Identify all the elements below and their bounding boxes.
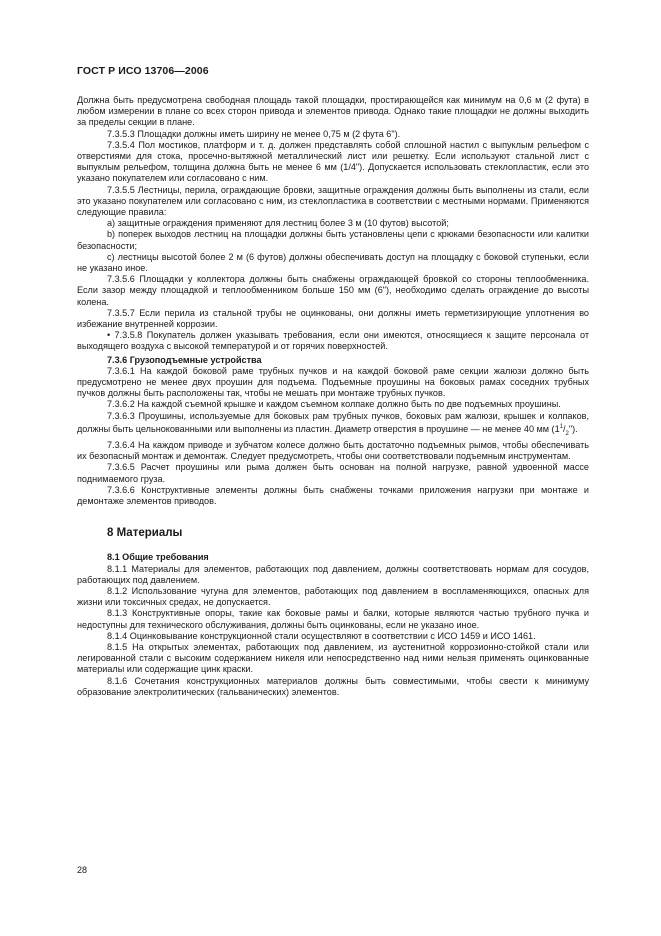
paragraph-7-3-5-7: 7.3.5.7 Если перила из стальной трубы не оцинкованы, они должны иметь герметизирующие уплотнения во избежание внутренней коррозии. xyxy=(77,307,589,330)
paragraph-7-3-5-4: 7.3.5.4 Пол мостиков, платформ и т. д. должен представлять собой сплошной настил с выпуклым рельефом с отверстиями для стока, просечно-вытяжной металлический лист или решетку. Если используют стальной лист с выпуклым рельефом, толщина должна быть не менее 6 мм (1/4"). Допускается использовать стеклопластик, если это указано покупателем или согласовано с ним. xyxy=(77,139,589,184)
paragraph-7-3-6-6: 7.3.6.6 Конструктивные элементы должны быть снабжены точками приложения нагрузки при монтаже и демонтаже элементов приводов. xyxy=(77,484,589,506)
subsection-heading-7-3-6: 7.3.6 Грузоподъемные устройства xyxy=(107,354,262,365)
paragraph-8-1-1: 8.1.1 Материалы для элементов, работающих под давлением, должны соответствовать нормам для сосудов, работающих под давлением. xyxy=(77,563,589,585)
page-body xyxy=(77,95,589,698)
paragraph-7-3-5-3: 7.3.5.3 Площадки должны иметь ширину не менее 0,75 м (2 фута 6"). xyxy=(107,128,401,139)
fraction-numerator: 1 xyxy=(559,423,563,430)
paragraph-7-3-6-4: 7.3.6.4 На каждом приводе и зубчатом колесе должно быть достаточно подъемных рымов, чтобы обеспечивать их безопасный монтаж и демонтаж. Следует предусмотреть, чтобы они соответствовали подъемным инструментам. xyxy=(77,439,589,462)
paragraph-7-3-6-1: 7.3.6.1 На каждой боковой раме трубных пучков и на каждой боковой раме секции жалюзи должно быть предусмотрено не менее двух проушин для подъема. Подъемные проушины на боковых рамах соседних трубных пучков должны быть расположены так, чтобы не мешать при монтаже трубных пучков. xyxy=(77,365,589,399)
subsection-heading-8-1: 8.1 Общие требования xyxy=(107,552,209,563)
fraction-denominator: 2 xyxy=(565,430,569,437)
list-item-a: а) защитные ограждения применяют для лестниц более 3 м (10 футов) высотой; xyxy=(107,218,449,229)
list-item-b: b) поперек выходов лестниц на площадки должны быть установлены цепи с крюками безопасности или калитки безопасности; xyxy=(77,229,589,251)
page-number: 28 xyxy=(77,865,88,875)
paragraph-8-1-5: 8.1.5 На открытых элементах, работающих под давлением, из аустенитной коррозионно-стойкой стали или легированной стали с высоким содержанием никеля или непосредственно над ними нельзя применять оцинкованные материалы или содержащие цинк краски. xyxy=(77,641,589,675)
paragraph-8-1-3: 8.1.3 Конструктивные опоры, такие как боковые рамы и балки, которые являются частью трубного пучка и недоступны для технического обслуживания, должны быть оцинкованы, если не указано иное. xyxy=(77,608,589,630)
section-heading-8: 8 Материалы xyxy=(107,527,183,540)
paragraph-intro: Должна быть предусмотрена свободная площадь такой площадки, простирающейся как минимум на 0,6 м (2 фута) в любом измерении в плане со всех сторон привода и элементов привода. Однако такие площадки не должны выходить за пределы секции в плане. xyxy=(77,95,589,128)
paragraph-7-3-6-5: 7.3.6.5 Расчет проушины или рыма должен быть основан на полной нагрузке, равной удвоенной массе поднимаемого груза. xyxy=(77,462,589,484)
paragraph-7-3-6-3-end: "). xyxy=(568,423,578,434)
paragraph-8-1-2: 8.1.2 Использование чугуна для элементов, работающих под давлением в воспламеняющихся, опасных для жизни или токсичных средах, не допускается. xyxy=(77,585,589,608)
paragraph-7-3-5-8: • 7.3.5.8 Покупатель должен указывать требования, если они имеются, относящиеся к защите персонала от выходящего воздуха с высокой температурой и от горячих поверхностей. xyxy=(77,330,589,352)
list-item-c: c) лестницы высотой более 2 м (6 футов) должны обеспечивать доступ на площадку с боковой ступеньки, если не указано иное. xyxy=(77,251,589,274)
paragraph-7-3-6-3-text: 7.3.6.3 Проушины, используемые для боковых рам трубных пучков, боковых рам жалюзи, крышек и колпаков, должны быть цельнокованными или выполнены из пластин. Диаметр отверстия в проушине — не менее 40 мм (1 xyxy=(77,410,589,434)
fraction-slash: / xyxy=(563,423,566,434)
paragraph-7-3-5-6: 7.3.5.6 Площадки у коллектора должны быть снабжены ограждающей бровкой со стороны теплообменника. Если зазор между площадкой и теплообменником больше 150 мм (6"), необходимо сделать ограждение до высоты колена. xyxy=(77,274,589,307)
paragraph-8-1-6: 8.1.6 Сочетания конструкционных материалов должны быть совместимыми, чтобы свести к минимуму образование электролитических (гальванических) элементов. xyxy=(77,675,589,697)
standard-header: ГОСТ Р ИСО 13706—2006 xyxy=(77,65,209,77)
paragraph-7-3-5-5: 7.3.5.5 Лестницы, перила, ограждающие бровки, защитные ограждения должны быть выполнены из стали, если это указано покупателем или согласовано с ним, из стеклопластика в соответствии с местными нормами. Применяются следующие правила: xyxy=(77,184,589,218)
paragraph-7-3-6-2: 7.3.6.2 На каждой съемной крышке и каждом съемном колпаке должно быть по две подъемных проушины. xyxy=(107,399,561,410)
paragraph-8-1-4: 8.1.4 Оцинковывание конструкционной стали осуществляют в соответствии с ИСО 1459 и ИСО 1461. xyxy=(107,630,536,641)
paragraph-7-3-6-3 xyxy=(77,411,589,440)
